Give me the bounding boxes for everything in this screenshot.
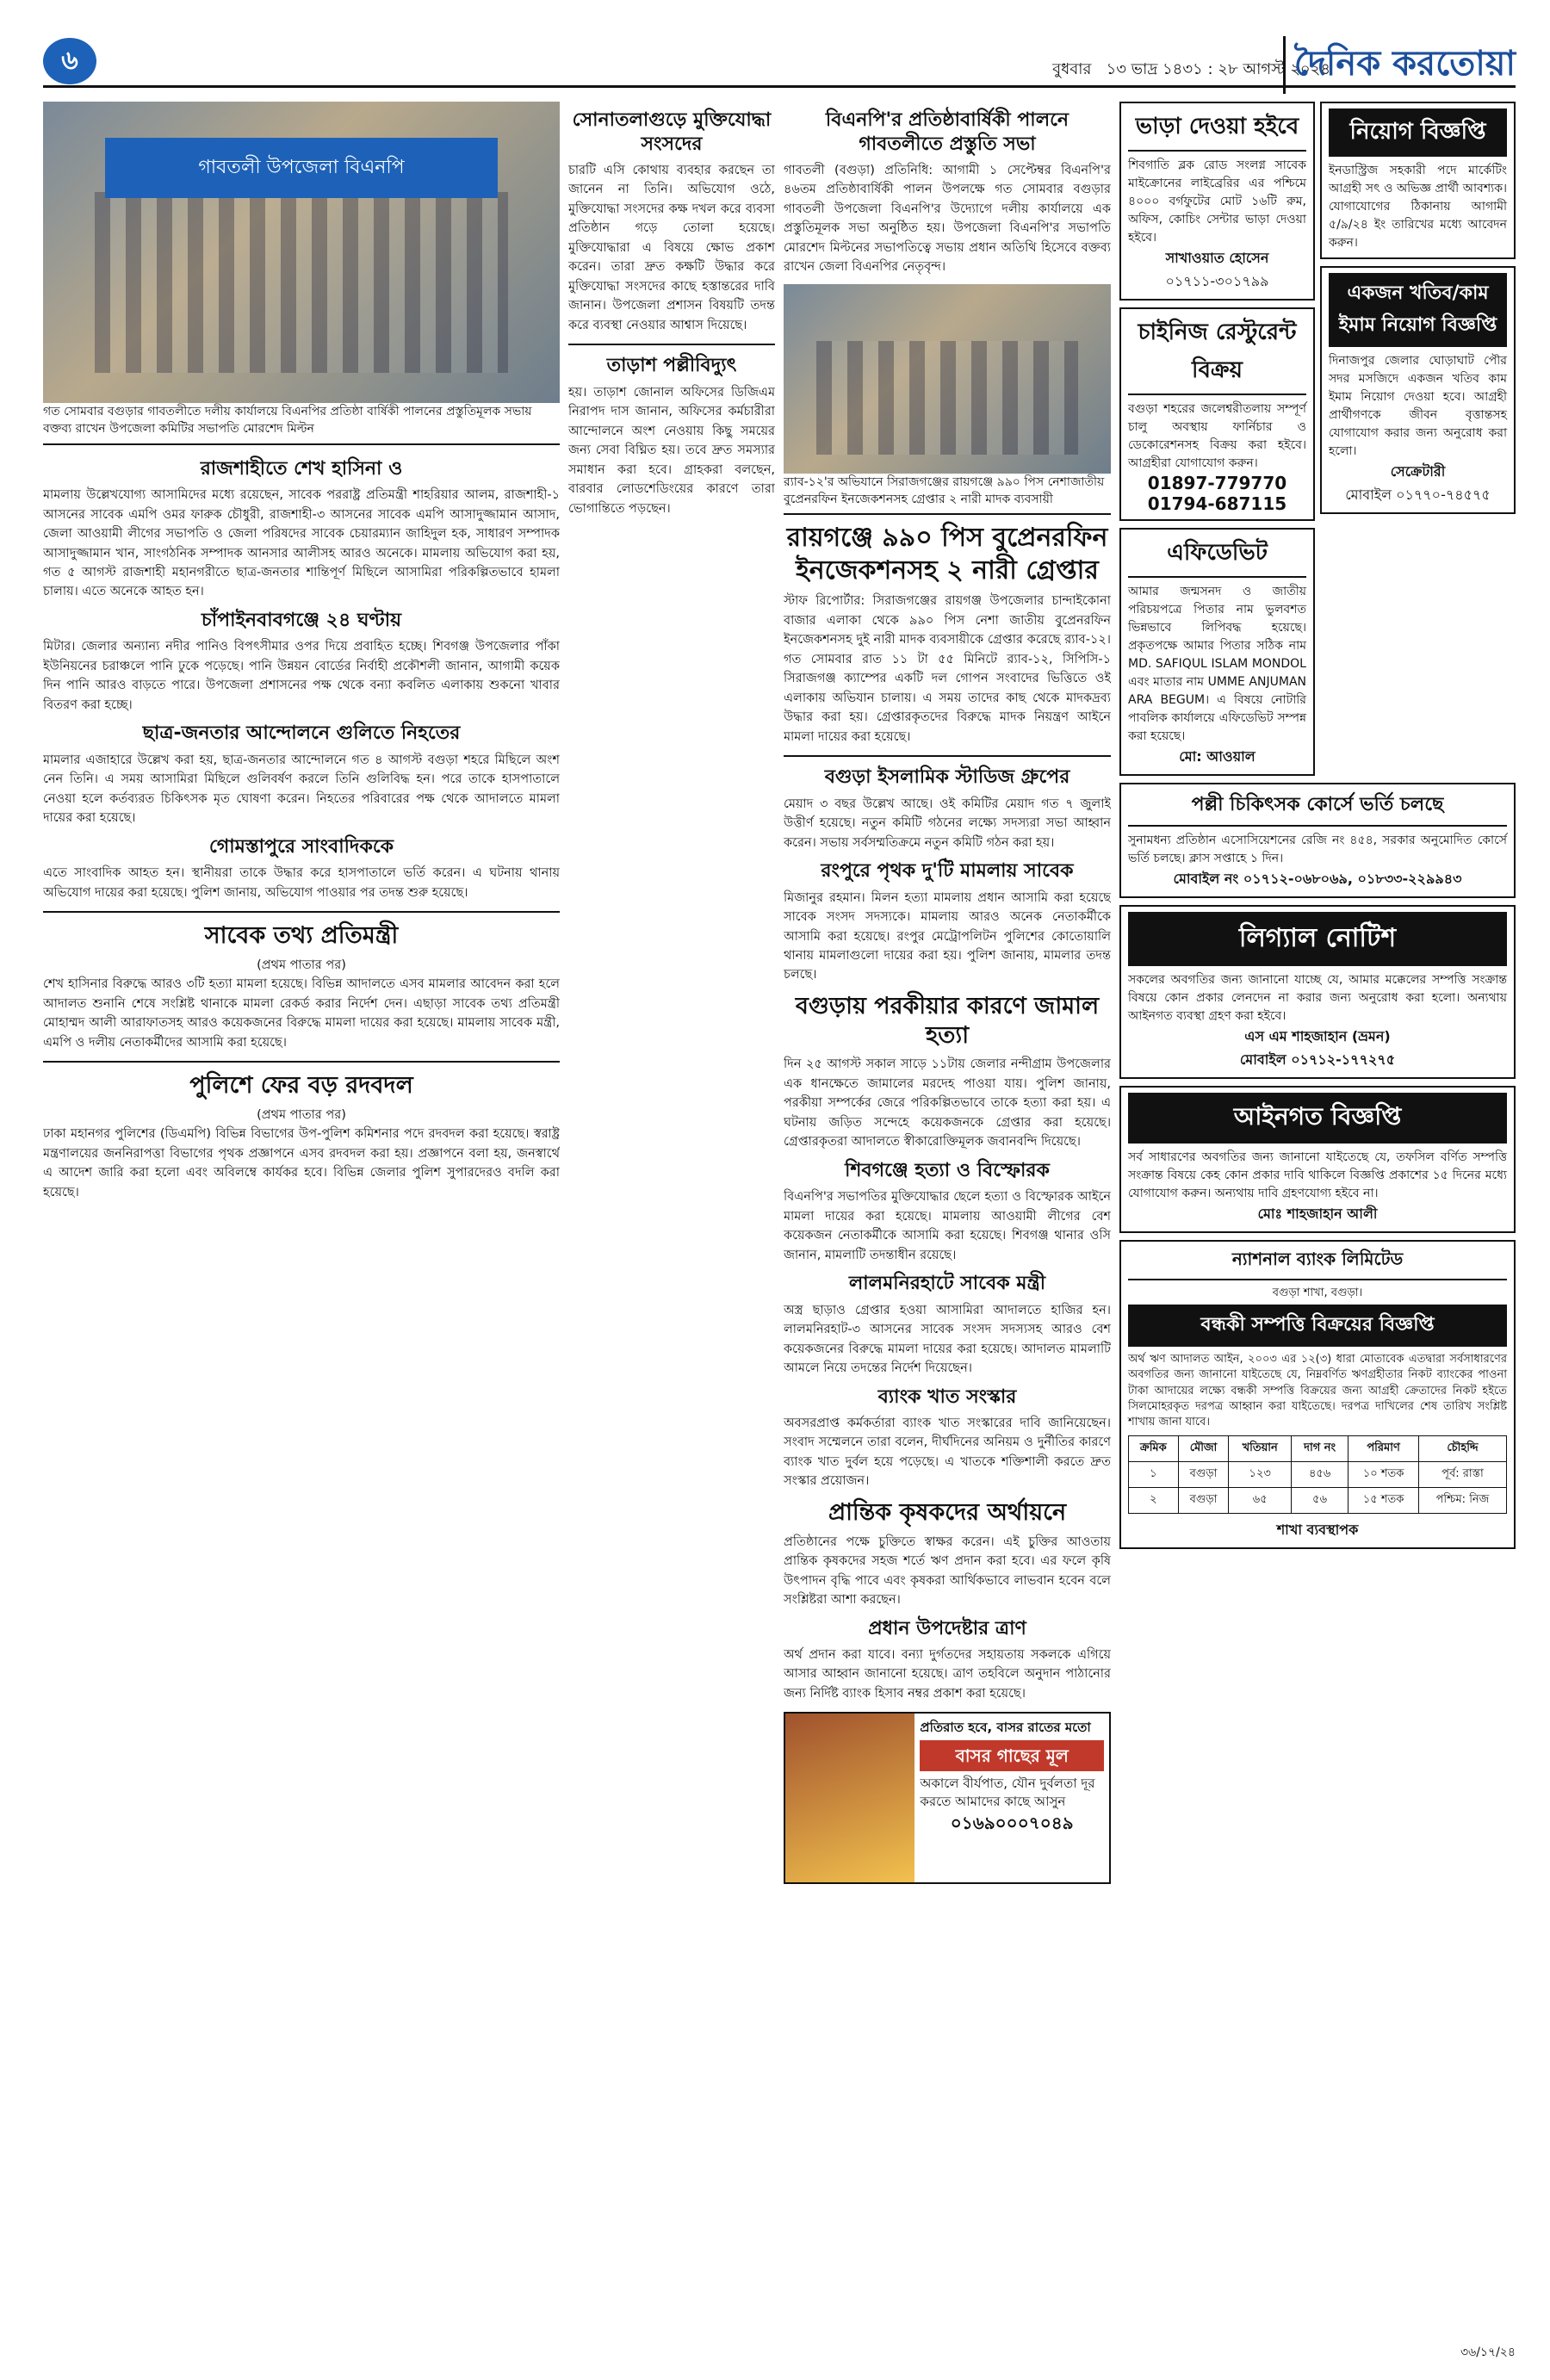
- ad-body: দিনাজপুর জেলার ঘোড়াঘাট পৌর সদর মসজিদে একজন খতিব কাম ইমাম নিয়োগ দেওয়া হবে। আগ্রহী প্রার্থীগণকে জীবন বৃত্তান্তসহ যোগাযোগ করার জন্য অনুরোধ করা হলো।: [1329, 354, 1507, 458]
- article-title: সোনাতলাগুড়ে মুক্তিযোদ্ধা সংসদের: [572, 109, 772, 155]
- article-lead: (প্রথম পাতার পর): [257, 958, 346, 972]
- ad-title: ভাড়া দেওয়া হইবে: [1128, 108, 1306, 152]
- table-cell: ৬৫: [1229, 1488, 1291, 1514]
- ad-title: চাইনিজ রেস্টুরেন্ট বিক্রয়: [1128, 314, 1306, 395]
- article-body: গাবতলী (বগুড়া) প্রতিনিধি: আগামী ১ সেপ্টেম্বর বিএনপি'র ৪৬তম প্রতিষ্ঠাবার্ষিকী পালন উপলক্ষে গত সোমবার বগুড়ার গাবতলী উপজেলা বিএনপি'র উদ্যোগে দলীয় কার্যালয়ে এক প্রস্তুতিমূলক সভা অনুষ্ঠিত হয়। উপজেলা বিএনপি'র সভাপতি মোরশেদ মিল্টনের সভাপতিত্বে সভায় প্রধান অতিথি হিসেবে বক্তব্য রাখেন জেলা বিএনপির নেতৃবৃন্দ।: [784, 164, 1111, 275]
- ad-signature: শাখা ব্যবস্থাপক: [1276, 1522, 1359, 1539]
- table-cell: পশ্চিম: নিজ: [1418, 1488, 1506, 1514]
- ad-body: অর্থ ঋণ আদালত আইন, ২০০৩ এর ১২(৩) ধারা মোতাবেক এতদ্বারা সর্বসাধারণের অবগতির জন্য জানানো যাইতেছে যে, নিম্নবর্ণিত ঋণগ্রহীতার নিকট ব্যাংকের পাওনা টাকা আদায়ের লক্ষ্যে বন্ধকী সম্পত্তি বিক্রয়ের জন্য আগ্রহী ক্রেতাদের নিকট হইতে সিলমোহরকৃত দরপত্র আহ্বান করা যাইতেছে। দরপত্র দাখিলের শেষ তারিখ সংশ্লিষ্ট শাখায় জানা যাবে।: [1128, 1353, 1507, 1429]
- photo-caption: র‍্যাব-১২'র অভিযানে সিরাজগঞ্জের রায়গঞ্জে ৯৯০ পিস নেশাজাতীয় বুপ্রেনরফিন ইনজেকশনসহ গ্রেপ্তার ২ নারী মাদক ব্যবসায়ী: [784, 474, 1111, 516]
- day: বুধবার: [1052, 60, 1092, 78]
- legal-advertisement: [1119, 1086, 1516, 1233]
- article-body: চারটি এসি কোথায় ব্যবহার করছেন তা জানেন না তিনি। অভিযোগ ওঠে, মুক্তিযোদ্ধা সংসদের কক্ষ দখল করে ব্যবসা প্রতিষ্ঠান গড়ে তোলা হয়েছে। মুক্তিযোদ্ধারা এ বিষয়ে ক্ষোভ প্রকাশ করেন। তারা দ্রুত কক্ষটি উদ্ধার করে মুক্তিযোদ্ধা সংসদের কাছে হস্তান্তরের দাবি জানান। উপজেলা প্রশাসন বিষয়টি তদন্ত করে ব্যবস্থা নেওয়ার আশ্বাস দিয়েছে।: [568, 164, 775, 332]
- restaurant-sale-ad: [1119, 307, 1315, 521]
- divider: [568, 344, 775, 345]
- promo-image: [785, 1714, 914, 1882]
- ad-body: শিবগাতি ব্লক রোড সংলগ্ন সাবেক মাইক্রোনের লাইব্রেরির এর পশ্চিমে ৪০০০ বর্গফুটের মোট ১৬টি রুম, অফিস, কোচিং সেন্টার ভাড়া দেওয়া হইবে।: [1128, 158, 1306, 245]
- event-photo: [43, 102, 560, 403]
- article-body: অস্ত্র ছাড়াও গ্রেপ্তার হওয়া আসামিরা আদালতে হাজির হন। লালমনিরহাট-৩ আসনের সাবেক সংসদ সদস্যসহ আরও বেশ কয়েকজনের বিরুদ্ধে মামলা দায়ের করা হয়েছে। আদালত মামলাটি আমলে নিয়ে তদন্তের নির্দেশ দিয়েছেন।: [784, 1303, 1111, 1376]
- ad-phone: মোবাইল ০১৭১২-১৭৭২৭৫: [1239, 1051, 1396, 1068]
- article-title: তাড়াশ পল্লীবিদ্যুৎ: [606, 355, 737, 377]
- ad-title: লিগ্যাল নোটিশ: [1128, 912, 1507, 966]
- article-title: শিবগঞ্জে হত্যা ও বিস্ফোরক: [845, 1159, 1050, 1181]
- ad-body: সর্ব সাধারণের অবগতির জন্য জানানো যাইতেছে যে, তফসিল বর্ণিত সম্পত্তি সংক্রান্ত বিষয়ে কেহ কোন প্রকার দাবি থাকিলে বিজ্ঞপ্তি প্রকাশের ১৫ দিনের মধ্যে যোগাযোগ করুন। অন্যথায় দাবি গ্রহণযোগ্য হইবে না।: [1128, 1150, 1507, 1200]
- ad-phone: মোবাইল ০১৭৭০-৭৪৫৭৫: [1345, 487, 1491, 503]
- news-photo: [784, 284, 1111, 474]
- ad-body: ইনডাস্ট্রিজ সহকারী পদে মার্কেটিং আগ্রহী সৎ ও অভিজ্ঞ প্রার্থী আবশ্যক। যোগাযোগের ঠিকানায় আগামী ৫/৯/২৪ ইং তারিখের মধ্যে আবেদন করুন।: [1329, 164, 1507, 250]
- ad-signature: মো: আওয়াল: [1179, 748, 1256, 765]
- column-3: [784, 102, 1111, 2340]
- column-1: [43, 102, 560, 2340]
- table-cell: পূর্ব: রাস্তা: [1418, 1462, 1506, 1488]
- bank-branch: বগুড়া শাখা, বগুড়া।: [1272, 1286, 1363, 1299]
- table-cell: ২: [1129, 1488, 1179, 1514]
- ad-title: নিয়োগ বিজ্ঞপ্তি: [1329, 108, 1507, 157]
- article-body: মেয়াদ ৩ বছর উল্লেখ আছে। ওই কমিটির মেয়াদ গত ৭ জুলাই উত্তীর্ণ হয়েছে। নতুন কমিটি গঠনের লক্ষ্যে সদস্যরা সভা আহ্বান করেন। সভায় সর্বসম্মতিক্রমে নতুন কমিটি গঠন করা হয়।: [784, 796, 1111, 850]
- table-cell: ১: [1129, 1462, 1179, 1488]
- article-title: প্রান্তিক কৃষকদের অর্থায়নে: [828, 1498, 1067, 1526]
- table-header-cell: মৌজা: [1178, 1436, 1229, 1462]
- promo-phone: ০১৬৯০০০৭০৪৯: [950, 1813, 1074, 1834]
- masthead: [43, 34, 1516, 88]
- promo-body: অকালে বীর্যপাত, যৌন দুর্বলতা দূর করতে আমাদের কাছে আসুন: [920, 1776, 1095, 1810]
- ad-title: পল্লী চিকিৎসক কোর্সে ভর্তি চলছে: [1128, 790, 1507, 827]
- table-header-cell: পরিমাণ: [1348, 1436, 1419, 1462]
- promo-subtitle: বাসর গাছের মূল: [920, 1740, 1104, 1771]
- article-body: বিএনপি'র সভাপতির মুক্তিযোদ্ধার ছেলে হত্যা ও বিস্ফোরক আইনে মামলা দায়ের করা হয়েছে। মামলায় আওয়ামী লীগের বেশ কয়েকজন নেতাকর্মীকে আসামি করা হয়েছে। শিবগঞ্জ থানার ওসি জানান, মামলাটি তদন্তাধীন রয়েছে।: [784, 1190, 1111, 1262]
- article-title: বগুড়ায় পরকীয়ার কারণে জামাল হত্যা: [795, 992, 1100, 1049]
- promo-ad: [784, 1712, 1111, 1884]
- notice-title: বন্ধকী সম্পত্তি বিক্রয়ের বিজ্ঞপ্তি: [1128, 1305, 1507, 1347]
- paper-name: দৈনিক করতোয়া: [1283, 36, 1516, 94]
- table-cell: ১২৩: [1229, 1462, 1291, 1488]
- article-title: বিএনপি'র প্রতিষ্ঠাবার্ষিকী পালনে গাবতলীতে প্রস্তুতি সভা: [825, 109, 1070, 155]
- article-title: বগুড়া ইসলামিক স্টাডিজ গ্রুপের: [824, 766, 1070, 789]
- legal-notice-ad: [1119, 905, 1516, 1079]
- property-table: [1128, 1435, 1507, 1514]
- article-body: মামলার এজাহারে উল্লেখ করা হয়, ছাত্র-জনতার আন্দোলনে গত ৪ আগস্ট বগুড়া শহরে মিছিলে অংশ নেন তিনি। এ সময় আসামিরা মিছিলে গুলিবর্ষণ করলে তিনি গুলিবিদ্ধ হন। পরে তাকে হাসপাতালে নেওয়া হলে কর্তব্যরত চিকিৎসক মৃত ঘোষণা করেন। নিহতের পরিবারের পক্ষ থেকে আদালতে মামলা দায়ের করা হয়েছে।: [43, 753, 560, 826]
- article-body: শেখ হাসিনার বিরুদ্ধে আরও ৩টি হত্যা মামলা হয়েছে। বিভিন্ন আদালতে এসব মামলার আবেদন করা হলে আদালত শুনানি শেষে সংশ্লিষ্ট থানাকে মামলা রেকর্ড করার নির্দেশ দেন। এছাড়া সাবেক তথ্য প্রতিমন্ত্রী মোহাম্মদ আলী আরাফাতসহ আরও কয়েকজনের বিরুদ্ধে মামলা দায়ের করা হয়েছে। মামলায় সাবেক মন্ত্রী, এমপি ও দলীয় নেতাকর্মীদের আসামি করা হয়েছে।: [43, 977, 560, 1050]
- article-body: মিটার। জেলার অন্যান্য নদীর পানিও বিপৎসীমার ওপর দিয়ে প্রবাহিত হচ্ছে। শিবগঞ্জ উপজেলার পাঁকা ইউনিয়নের চরাঞ্চলে পানি ঢুকে পড়েছে। পানি উন্নয়ন বোর্ডের নির্বাহী প্রকৌশলী জানান, আগামী কয়েক দিন পানি আরও বাড়তে পারে। উপজেলা প্রশাসনের পক্ষ থেকে বন্যা কবলিত এলাকায় শুকনো খাবার বিতরণ করা হচ্ছে।: [43, 640, 560, 712]
- article-body: দিন ২৫ আগস্ট সকাল সাড়ে ১১টায় জেলার নন্দীগ্রাম উপজেলার এক ধানক্ষেতে জামালের মরদেহ পাওয়া যায়। পুলিশ জানায়, পরকীয়া সম্পর্কের জেরে পরিকল্পিতভাবে তাকে হত্যা করা হয়। এ ঘটনায় জড়িত সন্দেহে কয়েকজনকে গ্রেপ্তার করা হয়েছে। গ্রেপ্তারকৃতরা আদালতে স্বীকারোক্তিমূলক জবানবন্দি দিয়েছে।: [784, 1057, 1111, 1150]
- article-body: স্টাফ রিপোর্টার: সিরাজগঞ্জের রায়গঞ্জ উপজেলার চান্দাইকোনা বাজার এলাকা থেকে ৯৯০ পিস নেশা জাতীয় বুপ্রেনরফিন ইনজেকশনসহ দুই নারী মাদক ব্যবসায়ীকে গ্রেপ্তার করেছে র‍্যাব-১২। গত সোমবার রাত ১১ টা ৫৫ মিনিটে র‍্যাব-১২, সিপিসি-১ সিরাজগঞ্জ ক্যাম্পের একটি দল গোপন সংবাদের ভিত্তিতে ওই এলাকায় অভিযান চালায়। এ সময় তাদের কাছ থেকে মাদকদ্রব্য উদ্ধার করা হয়। গ্রেপ্তারকৃতদের বিরুদ্ধে মাদক নিয়ন্ত্রণ আইনে মামলা দায়ের করা হয়েছে।: [784, 594, 1111, 744]
- bank-notice-ad: [1119, 1240, 1516, 1549]
- footer-code: ৩৬/১৭/২৪: [1460, 2346, 1516, 2359]
- ad-contact-name: সাখাওয়াত হোসেন: [1165, 250, 1269, 266]
- ad-title: এফিডেভিট: [1128, 535, 1306, 578]
- article-body: মামলায় উল্লেখযোগ্য আসামিদের মধ্যে রয়েছেন, সাবেক পররাষ্ট্র প্রতিমন্ত্রী শাহরিয়ার আলম, রাজশাহী-১ আসনের সাবেক এমপি ওমর ফারুক চৌধুরী, রাজশাহী-৩ আসনের সাবেক এমপি আসাদুজ্জামান আসাদ, জেলা আওয়ামী লীগের সভাপতি ও জেলা পরিষদের সাবেক চেয়ারম্যান জাহিদুল হক, সাধারণ সম্পাদক আসাদুজ্জামান খান, সাংগঠনিক সম্পাদক আনসার আলীসহ আরও অনেকে। মামলায় অভিযোগ করা হয়, গত ৫ আগস্ট রাজশাহী মহানগরীতে ছাত্র-জনতার শান্তিপূর্ণ মিছিলে আসামিরা পরিকল্পিতভাবে হামলা চালায়। এতে অনেকে আহত হন।: [43, 488, 560, 599]
- recruitment-ad: [1320, 102, 1516, 259]
- article-title: চাঁপাইনবাবগঞ্জে ২৪ ঘণ্টায়: [201, 609, 402, 631]
- article-title: সাবেক তথ্য প্রতিমন্ত্রী: [204, 922, 399, 950]
- ad-body: সকলের অবগতির জন্য জানানো যাচ্ছে যে, আমার মক্কেলের সম্পত্তি সংক্রান্ত বিষয়ে কোন প্রকার লেনদেন না করার জন্য অনুরোধ করা হলো। অন্যথায় আইনগত ব্যবস্থা গ্রহণ করা হইবে।: [1128, 973, 1507, 1023]
- ad-body: আমার জন্মসনদ ও জাতীয় পরিচয়পত্রে পিতার নাম ভুলবশত ভিন্নভাবে লিপিবদ্ধ হয়েছে। প্রকৃতপক্ষে আমার পিতার সঠিক নাম MD. SAFIQUL ISLAM MONDOL এবং মাতার নাম UMME ANJUMAN ARA BEGUM। এ বিষয়ে নোটারি পাবলিক কার্যালয়ে এফিডেভিট সম্পন্ন করা হয়েছে।: [1128, 585, 1306, 743]
- table-cell: ১০ শতক: [1348, 1462, 1419, 1488]
- page-number: ৬: [43, 38, 96, 84]
- article-title: প্রধান উপদেষ্টার ত্রাণ: [868, 1617, 1026, 1639]
- article-body: হয়। তাড়াশ জোনাল অফিসের ডিজিএম নিরাপদ দাস জানান, অফিসের কর্মচারীরা আন্দোলনে অংশ নেওয়ায় কিছু সময়ের জন্য সেবা বিঘ্নিত হয়। তবে দ্রুত সমস্যার সমাধান করা হবে। গ্রাহকরা বলছেন, বারবার লোডশেডিংয়ের কারণে তারা ভোগান্তিতে পড়ছেন।: [568, 385, 775, 516]
- ad-phone: 01794-687115: [1147, 493, 1287, 514]
- table-cell: ৫৬: [1291, 1488, 1348, 1514]
- article-pair: [43, 450, 560, 903]
- table-header-cell: দাগ নং: [1291, 1436, 1348, 1462]
- bank-name: ন্যাশনাল ব্যাংক লিমিটেড: [1128, 1247, 1507, 1280]
- ad-signature: মোঃ শাহজাহান আলী: [1257, 1205, 1378, 1222]
- table-cell: ৪৫৬: [1291, 1462, 1348, 1488]
- lead-headline: রায়গঞ্জে ৯৯০ পিস বুপ্রেনরফিন ইনজেকশনসহ ২ নারী গ্রেপ্তার: [786, 523, 1108, 586]
- date: ১৩ ভাদ্র ১৪৩১ : ২৮ আগস্ট ২০২৪: [1106, 60, 1330, 78]
- ad-title: আইনগত বিজ্ঞপ্তি: [1128, 1093, 1507, 1144]
- divider: [43, 911, 560, 913]
- table-row: [1129, 1488, 1507, 1514]
- article-title: গোমস্তাপুরে সাংবাদিককে: [208, 835, 394, 858]
- table-cell: বগুড়া: [1178, 1488, 1229, 1514]
- table-row: [1129, 1462, 1507, 1488]
- article-body: অর্থ প্রদান করা যাবে। বন্যা দুর্গতদের সহায়তায় সকলকে এগিয়ে আসার আহ্বান জানানো হয়েছে। ত্রাণ তহবিলে অনুদান পাঠানোর জন্য নির্দিষ্ট ব্যাংক হিসাব নম্বর প্রকাশ করা হয়েছে।: [784, 1648, 1111, 1701]
- article-title: লালমনিরহাটে সাবেক মন্ত্রী: [848, 1273, 1046, 1295]
- affidavit-ad: [1119, 528, 1315, 776]
- article-title: পুলিশে ফের বড় রদবদল: [189, 1072, 413, 1100]
- article-body: প্রতিষ্ঠানের পক্ষে চুক্তিতে স্বাক্ষর করেন। এই চুক্তির আওতায় প্রান্তিক কৃষকদের সহজ শর্তে ঋণ প্রদান করা হবে। এর ফলে কৃষি উৎপাদন বৃদ্ধি পাবে এবং কৃষকরা আর্থিকভাবে লাভবান হবেন বলে সংশ্লিষ্টরা আশা করছেন।: [784, 1534, 1111, 1608]
- article-body: অবসরপ্রাপ্ত কর্মকর্তারা ব্যাংক খাত সংস্কারের দাবি জানিয়েছেন। সংবাদ সম্মেলনে তারা বলেন, দীর্ঘদিনের অনিয়ম ও দুর্নীতির কারণে ব্যাংক খাত দুর্বল হয়ে পড়েছে। এ খাতকে শক্তিশালী করতে দ্রুত সংস্কার প্রয়োজন।: [784, 1416, 1111, 1489]
- ad-body: সুনামধন্য প্রতিষ্ঠান এসোসিয়েশনের রেজি নং ৪৫৪, সরকার অনুমোদিত কোর্সে ভর্তি চলছে। ক্লাস সপ্তাহে ১ দিন।: [1128, 834, 1507, 865]
- divider: [784, 755, 1111, 757]
- ad-phone: 01897-779770: [1147, 473, 1287, 493]
- ad-signature: এস এম শাহজাহান (ভ্রমন): [1244, 1028, 1391, 1044]
- article-title: রংপুরে পৃথক দু'টি মামলায় সাবেক: [821, 860, 1074, 883]
- ad-phone: মোবাইল নং ০১৭১২-০৬৮০৬৯, ০১৮৩৩-২২৯৯৪৩: [1173, 871, 1462, 887]
- article-body: ঢাকা মহানগর পুলিশের (ডিএমপি) বিভিন্ন বিভাগের উপ-পুলিশ কমিশনার পদে রদবদল করা হয়েছে। স্বরাষ্ট্র মন্ত্রণালয়ের জননিরাপত্তা বিভাগের পৃথক প্রজ্ঞাপনে এসব রদবদল করা হয়। প্রজ্ঞাপনে বলা হয়, জনস্বার্থে এ আদেশ জারি করা হলো এবং অবিলম্বে কার্যকর হবে। বিভিন্ন জেলার পুলিশ সুপারদেরও বদলি করা হয়েছে।: [43, 1127, 560, 1199]
- article-title: রাজশাহীতে শেখ হাসিনা ও: [200, 457, 403, 480]
- article-body: এতে সাংবাদিক আহত হন। স্থানীয়রা তাকে উদ্ধার করে হাসপাতালে ভর্তি করেন। এ ঘটনায় থানায় অভিযোগ দায়ের করা হয়েছে। পুলিশ জানায়, অভিযোগ পাওয়ার পর তদন্ত শুরু হয়েছে।: [43, 866, 560, 900]
- article-title: ছাত্র-জনতার আন্দোলনে গুলিতে নিহতের: [142, 722, 461, 745]
- ad-contact-phone: ০১৭১১-৩০১৭৯৯: [1165, 273, 1269, 289]
- ad-signature: সেক্রেটারী: [1390, 463, 1446, 480]
- table-cell: ১৫ শতক: [1348, 1488, 1419, 1514]
- article-body: মিজানুর রহমান। মিলন হত্যা মামলায় প্রধান আসামি করা হয়েছে সাবেক সংসদ সদস্যকে। মামলায় আরও অনেক নেতাকর্মীকে আসামি করা হয়েছে। রংপুর মেট্রোপলিটন পুলিশের কোতোয়ালি থানায় মামলাগুলো দায়ের করা হয়। পুলিশ জানায়, মামলার তদন্ত চলছে।: [784, 890, 1111, 982]
- divider: [43, 1061, 560, 1063]
- promo-title: প্রতিরাত হবে, বাসর রাতের মতো: [920, 1720, 1091, 1736]
- column-4: [1119, 102, 1516, 2340]
- photo-banner: গাবতলী উপজেলা বিএনপি: [105, 138, 498, 198]
- table-header-cell: খতিয়ান: [1229, 1436, 1291, 1462]
- course-ad: [1119, 783, 1516, 898]
- column-2: [568, 102, 775, 2340]
- ad-title: একজন খতিব/কাম ইমাম নিয়োগ বিজ্ঞপ্তি: [1329, 273, 1507, 347]
- table-cell: বগুড়া: [1178, 1462, 1229, 1488]
- imam-recruitment-ad: [1320, 266, 1516, 514]
- photo-caption: গত সোমবার বগুড়ার গাবতলীতে দলীয় কার্যালয়ে বিএনপির প্রতিষ্ঠা বার্ষিকী পালনের প্রস্তুতিমূলক সভায় বক্তব্য রাখেন উপজেলা কমিটির সভাপতি মোরশেদ মিল্টন: [43, 403, 560, 445]
- table-header-cell: চৌহদ্দি: [1418, 1436, 1506, 1462]
- ad-body: বগুড়া শহরের জলেশ্বরীতলায় সম্পূর্ণ চালু অবস্থায় ফার্নিচার ও ডেকোরেশনসহ বিক্রয় করা হইবে। আগ্রহীরা যোগাযোগ করুন।: [1128, 402, 1306, 470]
- table-header-cell: ক্রমিক: [1129, 1436, 1179, 1462]
- article-title: ব্যাংক খাত সংস্কার: [877, 1385, 1017, 1408]
- article-lead: (প্রথম পাতার পর): [257, 1107, 346, 1122]
- rent-ad: [1119, 102, 1315, 301]
